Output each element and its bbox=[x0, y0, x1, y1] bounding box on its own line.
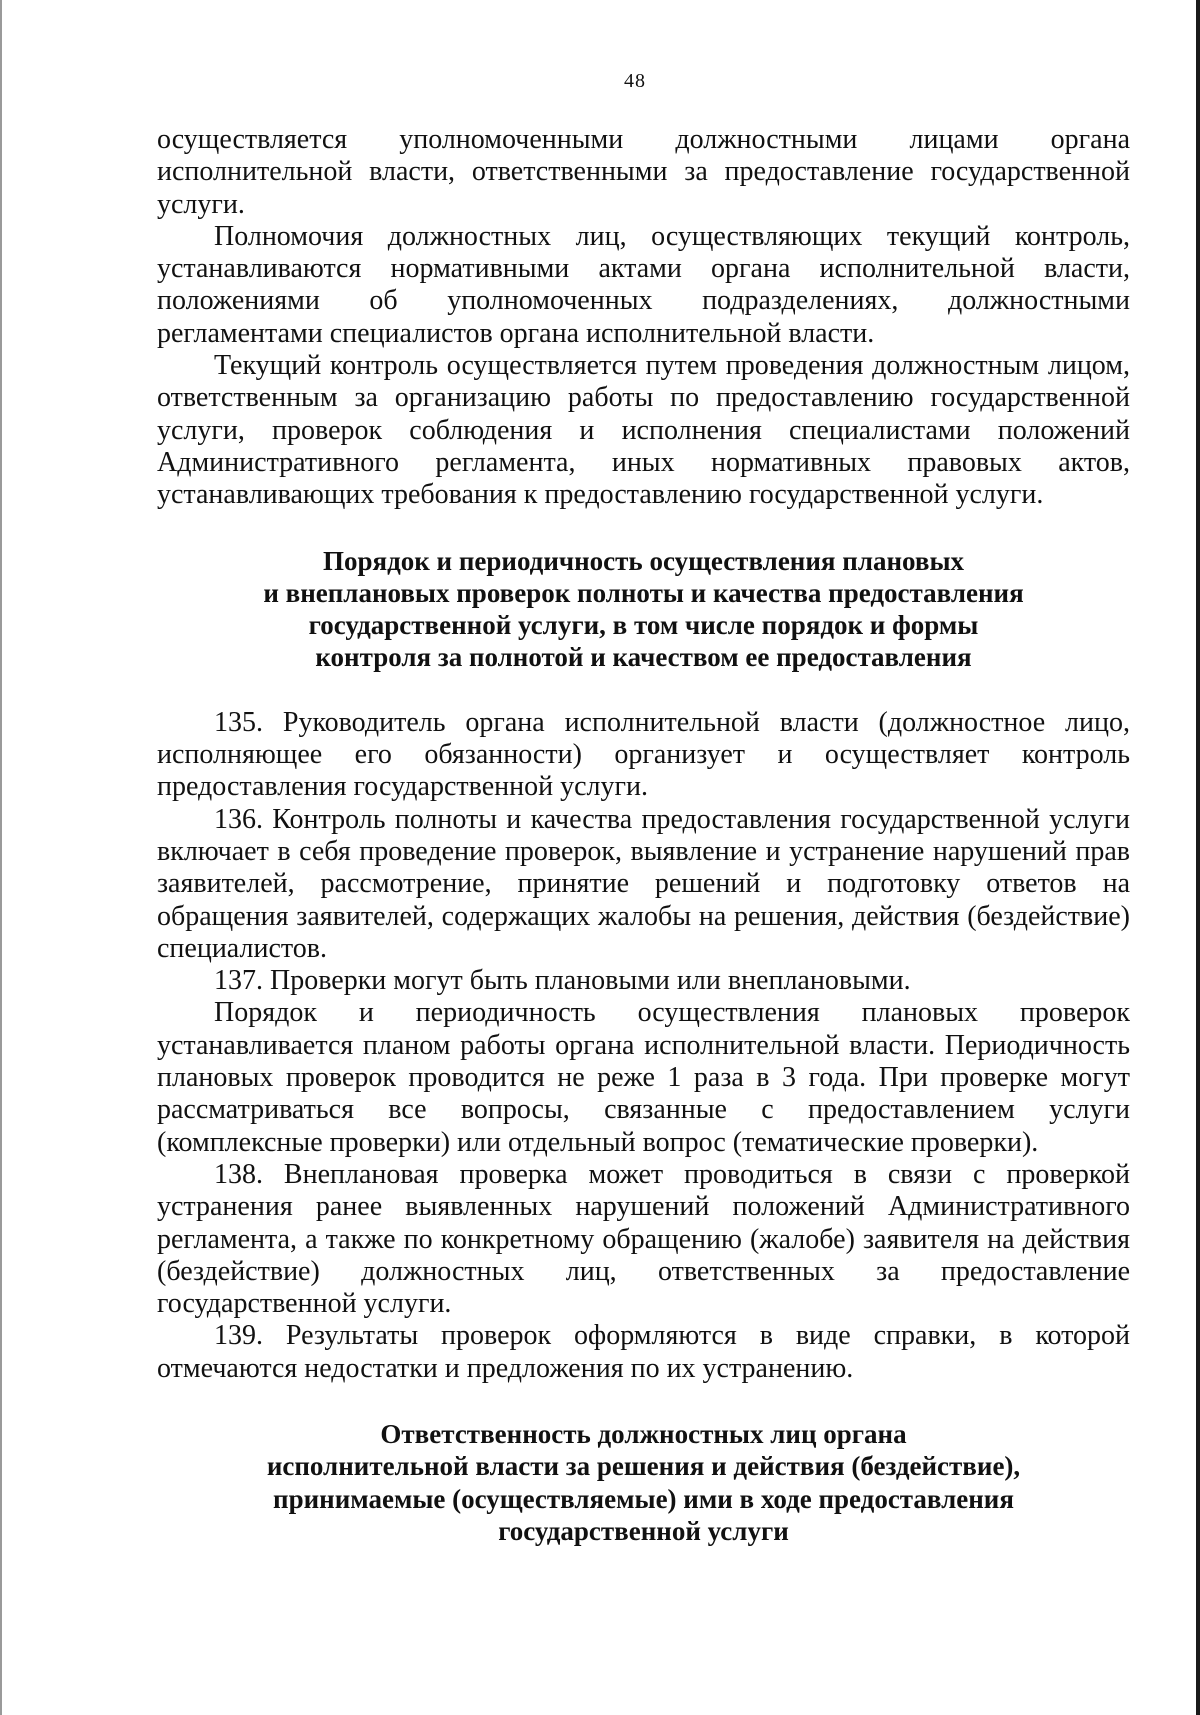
heading-line: государственной услуги, в том числе порядок и формы bbox=[308, 610, 979, 641]
heading-line: и внеплановых проверок полноты и качества предоставления bbox=[263, 577, 1024, 608]
paragraph-136: 136. Контроль полноты и качества предоставления государственной услуги включает в себя проведение проверок, выявление и устранение нарушений прав заявителей, рассмотрение, принятие решений и подготовку ответов на обращения заявителей, содержащих жалобы на решения, действия (бездействие) специалистов. bbox=[157, 803, 1130, 964]
heading-line: государственной услуги bbox=[498, 1515, 789, 1546]
page-number: 48 bbox=[624, 70, 646, 92]
paragraph-137: 137. Проверки могут быть плановыми или внеплановыми. bbox=[214, 965, 911, 997]
paragraph-138: 138. Внеплановая проверка может проводиться в связи с проверкой устранения ранее выявленных нарушений положений Административного регламента, а также по конкретному обращению (жалобе) заявителя на действия (бездействие) должностных лиц, ответственных за предоставление государственной услуги. bbox=[157, 1158, 1130, 1320]
paragraph: Текущий контроль осуществляется путем проведения должностным лицом, ответственным за организацию работы по предоставлению государственной услуги, проверок соблюдения и исполнения специалистами положений Административного регламента, иных нормативных правовых актов, устанавливающих требования к предоставлению государственной услуги. bbox=[157, 350, 1130, 511]
paragraph: осуществляется уполномоченными должностными лицами органа исполнительной власти, ответственными за предоставление государственной услуги. bbox=[157, 124, 1130, 220]
scan-edge-left bbox=[0, 0, 2, 1715]
heading-line: принимаемые (осуществляемые) ими в ходе предоставления bbox=[273, 1483, 1014, 1514]
section-heading-responsibility bbox=[157, 1418, 1130, 1547]
paragraph-139: 139. Результаты проверок оформляются в виде справки, в которой отмечаются недостатки и предложения по их устранению. bbox=[157, 1320, 1130, 1384]
scan-edge-right bbox=[1196, 0, 1200, 1715]
heading-line: контроля за полнотой и качеством ее предоставления bbox=[315, 642, 972, 673]
paragraph: Полномочия должностных лиц, осуществляющих текущий контроль, устанавливаются нормативными актами органа исполнительной власти, положениями об уполномоченных подразделениях, должностными регламентами специалистов органа исполнительной власти. bbox=[157, 220, 1130, 349]
heading-line: исполнительной власти за решения и действия (бездействие), bbox=[266, 1451, 1021, 1482]
document-body bbox=[157, 124, 1130, 1580]
heading-line: Порядок и периодичность осуществления плановых bbox=[322, 545, 965, 576]
heading-line: Ответственность должностных лиц органа bbox=[380, 1418, 907, 1449]
section-heading-inspections bbox=[157, 545, 1130, 674]
paragraph: Порядок и периодичность осуществления плановых проверок устанавливается планом работы органа исполнительной власти. Периодичность плановых проверок проводится не реже 1 раза в 3 года. При проверке могут рассматриваться все вопросы, связанные с предоставлением услуги (комплексные проверки) или отдельный вопрос (тематические проверки). bbox=[157, 997, 1130, 1158]
paragraph-135: 135. Руководитель органа исполнительной власти (должностное лицо, исполняющее его обязанности) организует и осуществляет контроль предоставления государственной услуги. bbox=[157, 706, 1130, 803]
